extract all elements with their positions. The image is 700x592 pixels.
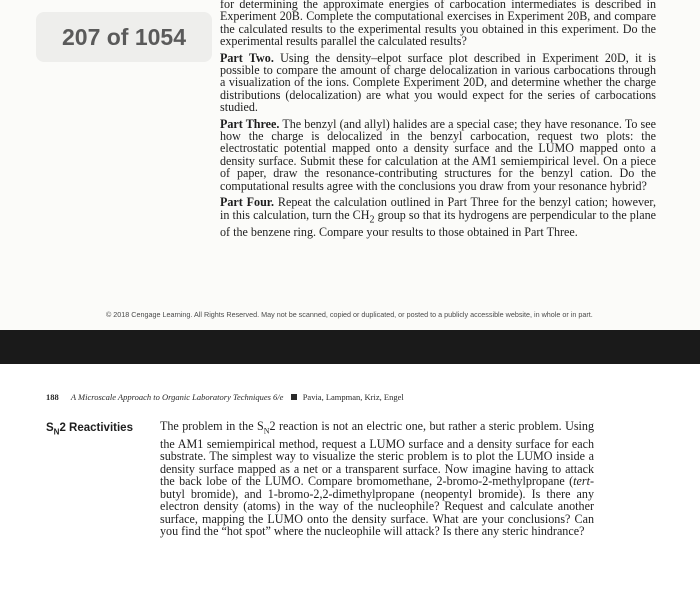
part-two-heading: Part Two. [220, 50, 274, 65]
paragraph-italic: tert [573, 474, 590, 489]
part-three-text: The benzyl (and allyl) halides are a special case; they have resonance. To see how the charge is delocalized in the benzyl carbocation, request two plots: the electrostatic potential mapped onto a density surface and the LUMO mapped onto a density surface. Submit these for calculation at the AM1 semiempirical level. On a piece of paper, draw the resonance-contributing structures for the benzyl cation. Do the computational results agree with the conclusions you draw from your resonance hybrid? [220, 116, 656, 193]
authors: Pavia, Lampman, Kriz, Engel [302, 392, 404, 402]
section-heading-subscript: N [53, 427, 60, 437]
part-four-subscript: 2 [369, 213, 375, 225]
separator-square-icon [291, 394, 297, 400]
paragraph-seg-2: 2 reaction is not an electric one, but rather a steric problem. Using the AM1 semiempirical method, request a LUMO surface and a density surface for each substrate. The simplest way to visualize the steric problem is to plot the LUMO inside a density surface mapped as a net or a transparent surface. Now imagine having to attack the back lobe of the LUMO. Compare bromomethane, 2-bromo-2-methylpropane ( [160, 419, 595, 489]
part-four-heading: Part Four. [220, 195, 275, 210]
page-number: 188 [46, 392, 59, 402]
section-heading [46, 422, 133, 436]
part-two-paragraph [220, 52, 656, 114]
book-title: A Microscale Approach to Organic Laboratory Techniques 6/e [70, 392, 284, 402]
section-heading-prefix: S [46, 422, 54, 434]
part-three-paragraph [220, 118, 656, 192]
section-heading-suffix: 2 Reactivities [59, 422, 133, 434]
paragraph-subscript: N [263, 426, 270, 436]
copyright-notice: © 2018 Cengage Learning. All Rights Reserved. May not be scanned, copied or duplicated, or posted to a publicly accessible website, in whole or in part. [106, 310, 593, 319]
page-counter-badge [36, 12, 212, 62]
intro-paragraph: for determining the approximate energies of carbocation intermediates is described in Experiment 20B. Complete the computational exercises in Experiment 20B, and compare the calculated results to the experimental results you obtained in this experiment. Do the experimental results parallel the calculated results? [220, 0, 656, 49]
bottom-page [0, 364, 700, 592]
part-four-text-b: group so that its hydrogens are perpendicular to the plane of the benzene ring. Compare your results to those obtained in Part Three. [220, 207, 656, 240]
paragraph-seg-3: -butyl bromide), and 1-bromo-2,2-dimethylpropane (neopentyl bromide). Is there any electron density (atoms) in the way of the nucleophile? Request and calculate another surface, mapping the LUMO onto the density surface. What are your conclusions? Can you find the “hot spot” where the nucleophile will attack? Is there any steric hindrance? [160, 474, 594, 539]
paragraph-seg-1: The problem in the S [160, 419, 264, 433]
section-paragraph [160, 420, 594, 538]
running-header [46, 392, 404, 402]
part-four-text-a: Repeat the calculation outlined in Part Three for the benzyl cation; however, in this calculation, turn the CH [220, 195, 656, 222]
part-four-paragraph [220, 196, 656, 239]
page-counter-text: 207 of 1054 [61, 23, 187, 50]
page-divider-bar [0, 330, 700, 364]
top-text-column [220, 0, 656, 243]
part-three-heading: Part Three. [220, 116, 280, 131]
part-two-text: Using the density–elpot surface plot described in Experiment 20D, it is possible to compare the amount of charge delocalization in various carbocations through a visualization of the ions. Complete Experiment 20D, and determine whether the charge distributions (delocalization) are what you would expect for the series of carbocations studied. [220, 50, 657, 115]
